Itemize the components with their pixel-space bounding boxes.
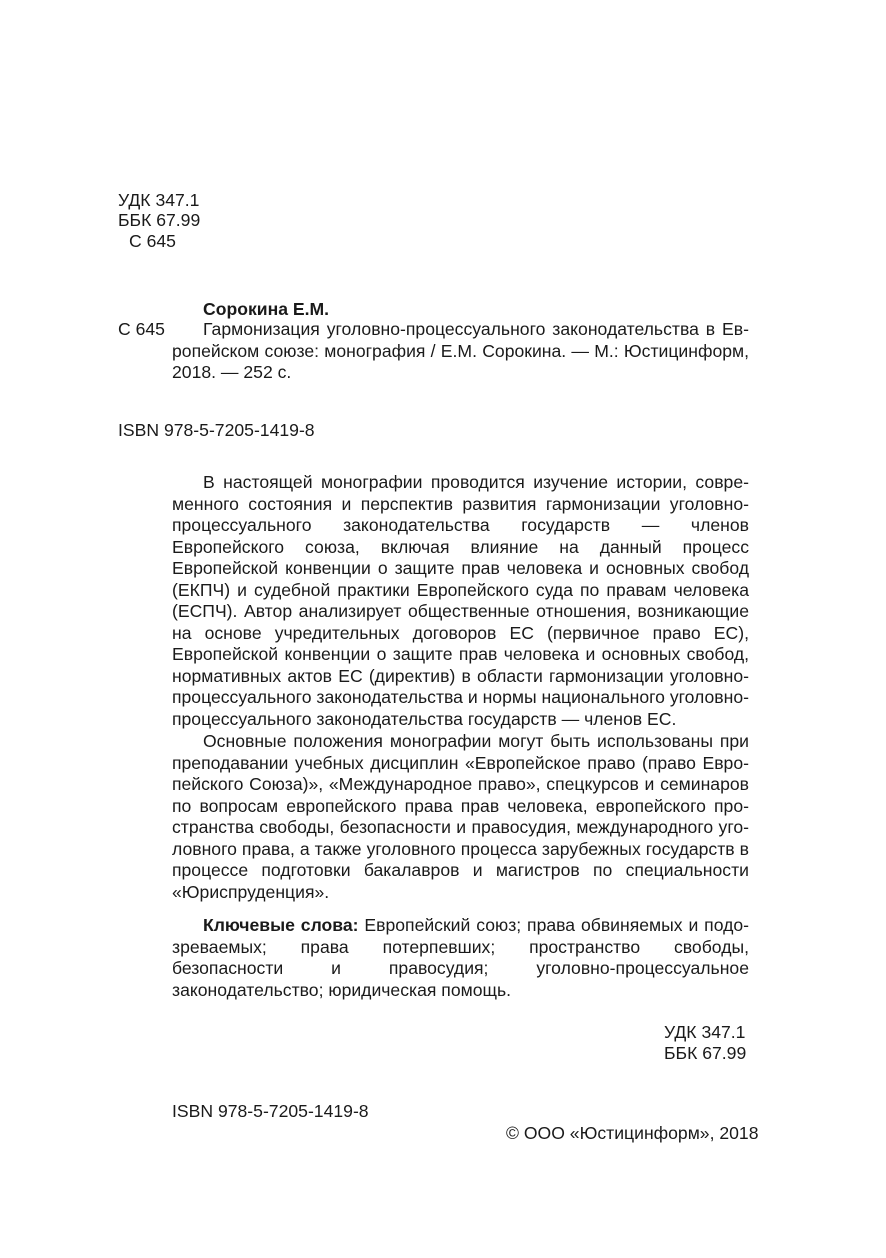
bbk-code-top: ББК 67.99 — [118, 210, 201, 230]
title-line-1: Гармонизация уголовно-процессуального законодательства в Ев- — [203, 319, 749, 339]
udk-code-top: УДК 347.1 — [118, 190, 200, 210]
abstract-paragraph-1: В настоящей монографии проводится изучение истории, современного состояния и перспектив развития гармонизации уголовно-процессуального законодательства государств — членов Европейского союза, включая влияние на данный процесс Европейской конвенции о защите прав человека и основных свобод (ЕКПЧ) и судебной практики Европейского суда по правам человека (ЕСПЧ). Автор анализирует общественные отношения, возникающие на основе учредительных договоров ЕС (первичное право ЕС), Европейской конвенции о защите прав человека и основных свобод, нормативных актов ЕС (директив) в области гармонизации уголовно-процессуального законодательства и нормы национального уголовно-процессуального законодательства государств — членов ЕС. — [172, 472, 749, 730]
keywords-block — [172, 915, 749, 1001]
keywords-label: Ключевые слова: — [203, 915, 359, 935]
abstract-paragraph-2: Основные положения монографии могут быть использованы при преподавании учебных дисциплин «Европейское право (право Европейского Союза)», «Международное право», спецкурсов и семинаров по вопросам европейского права прав человека, европейского пространства свободы, безопасности и правосудия, международного уголовного права, а также уголовного процесса зарубежных государств в процессе подготовки бакалавров и магистров по специальности «Юриспруденция». — [172, 731, 749, 902]
keywords-text: Европейский союз; права обвиняемых и подозреваемых; права потерпевших; пространство свободы, безопасности и правосудия; уголовно-процессуальное законодательство; юридическая помощь. — [172, 915, 749, 1000]
title-line-3: 2018. — 252 с. — [172, 362, 292, 382]
isbn-bottom: ISBN 978-5-7205-1419-8 — [172, 1101, 369, 1121]
author-name: Сорокина Е.М. — [203, 299, 330, 319]
title-line-2: ропейском союзе: монография / Е.М. Сорокина. — М.: Юстицинформ, — [172, 341, 749, 361]
author-code-top: С 645 — [129, 231, 176, 251]
isbn-top: ISBN 978-5-7205-1419-8 — [118, 420, 315, 440]
author-code: С 645 — [118, 319, 165, 339]
udk-code-bottom: УДК 347.1 — [664, 1022, 746, 1042]
copyright: © ООО «Юстицинформ», 2018 — [506, 1123, 759, 1143]
bbk-code-bottom: ББК 67.99 — [664, 1043, 747, 1063]
